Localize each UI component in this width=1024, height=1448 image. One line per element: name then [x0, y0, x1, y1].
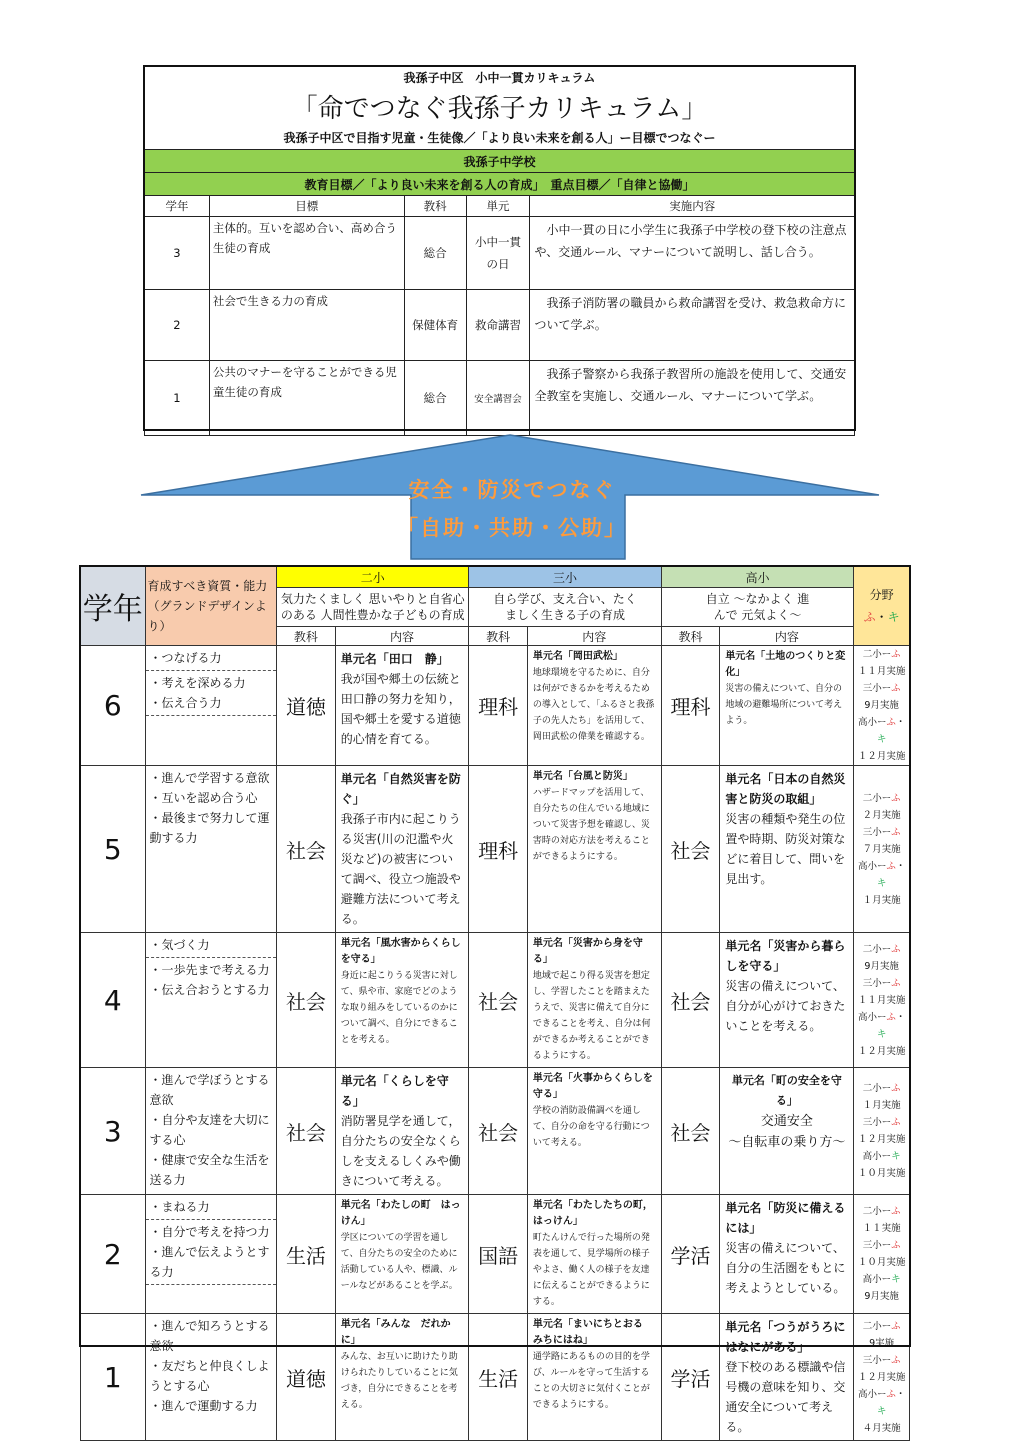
unit-name: 単元名「台風と防災」 [532, 771, 633, 782]
schedule-line: 9月実施 [864, 960, 899, 972]
grade-number: 2 [81, 1195, 146, 1314]
row-grade: 3 [145, 217, 210, 290]
schedule-line: 三小ーふ [862, 1240, 901, 1251]
table-row [145, 290, 855, 361]
subject-cell: 理科 [469, 766, 528, 933]
row-content: 我孫子警察から我孫子教習所の施設を使用して、交通安全教室を実施し、交通ルール、マナーについて学ぶ。 [530, 361, 855, 436]
schedule-line: 三小ーふ [862, 826, 901, 838]
unit-name: 単元名「岡田武松」 [532, 651, 623, 662]
content-cell [335, 933, 469, 1068]
school-niko: 二小 [277, 567, 469, 588]
schedule-line: 三小ーふ [862, 1354, 901, 1366]
schedule-line: 三小ーふ [862, 1117, 901, 1128]
unit-name: 単元名「災害から暮らしを守る」 [725, 939, 846, 973]
skill-item: ・考えを深める力 ・伝え合う力 [146, 671, 277, 716]
skills-cell [145, 766, 277, 933]
school-goal-sanko: 自ら学び、支え合い、たくましく生きる子の育成 [469, 588, 661, 627]
subject-cell: 学活 [661, 1314, 720, 1441]
skill-item: ・進んで知ろうとする意欲 ・友だちと仲良くしようとする心 ・進んで運動する力 [149, 1319, 270, 1413]
row-grade: 1 [145, 361, 210, 436]
content-cell [335, 1314, 469, 1441]
skill-item: ・進んで学習する意欲 ・互いを認め合う心 ・最後まで努力して運動する力 [149, 771, 270, 845]
subject-cell: 国語 [469, 1195, 528, 1314]
unit-description: 我孫子市内に起こりうる災害(川の氾濫や火災など)の被害について調べ、役立つ施設や避難方法について考える。 [340, 812, 461, 926]
schedule-cell [854, 1068, 910, 1195]
schedule-line: １月実施 [862, 894, 901, 906]
district-title: 我孫子中区 小中一貫カリキュラム [145, 67, 855, 88]
subheader-content: 内容 [335, 627, 469, 646]
unit-description: みんな、お互いに助けたり助けられたりしていることに気づき，自分にできることを考える。 [340, 1352, 458, 1410]
unit-description: 交通安全 ～自転車の乗り方～ [728, 1114, 846, 1150]
arrow-text-line1: 安全・防災でつなぐ [408, 478, 616, 502]
row-goal: 公共のマナーを守ることができる児童生徒の育成 [209, 361, 404, 436]
school-goal-niko: 気力たくましく 思いやりと自省心のある 人間性豊かな子どもの育成 [277, 588, 469, 627]
unit-name: 単元名「防災に備えるには」 [725, 1201, 846, 1235]
arrow-text-line2: 「自助・共助・公助」 [397, 516, 627, 540]
row-unit: 安全講習会 [466, 361, 530, 436]
schedule-line: 二小ーふ [862, 943, 901, 955]
column-headers [145, 196, 855, 217]
skill-item: ・つなげる力 [146, 646, 277, 671]
row-subject: 総合 [404, 361, 466, 436]
grade-number: 4 [81, 933, 146, 1068]
subject-cell: 生活 [469, 1314, 528, 1441]
row-unit: 小中一貫の日 [466, 217, 530, 290]
schedule-line: 二小ーふ [862, 1320, 901, 1332]
unit-description: ハザードマップを活用して、自分たちの住んでいる地域について災害予想を確認し、災害時の対応方法を考えることができるようにする。 [532, 788, 650, 862]
skills-cell [145, 1068, 277, 1195]
content-cell [720, 933, 854, 1068]
schedule-line: 高小ーふ・キ [858, 717, 906, 745]
skill-item: ・自分で考えを持つ力 ・進んで伝えようとする力 [146, 1220, 277, 1285]
skill-item: ・一歩先まで考える力 ・伝え合おうとする力 [149, 963, 270, 997]
main-title: 「命でつなぐ我孫子カリキュラム」 [145, 87, 855, 125]
unit-name: 単元名「自然災害を防ぐ」 [340, 772, 461, 806]
row-content: 小中一貫の日に小学生に我孫子中学校の登下校の注意点や、交通ルール、マナーについて説明し、話し合う。 [530, 217, 855, 290]
unit-name: 単元名「土地のつくりと変化」 [725, 651, 846, 678]
unit-description: 消防署見学を通して，自分たちの安全なくらしを支えるしくみや働きについて考える。 [340, 1114, 461, 1188]
field-header [854, 567, 910, 646]
schedule-line: １１月実施 [857, 994, 906, 1006]
schedule-line: 高小ーふ・キ [858, 1388, 906, 1417]
schedule-line: 高小ーキ [862, 1151, 901, 1162]
schedule-line: 三小ーふ [862, 683, 901, 694]
subject-cell: 社会 [469, 1068, 528, 1195]
schedule-line: 二小ーふ [862, 1206, 901, 1217]
unit-name: 単元名「火事からくらしを守る」 [532, 1073, 653, 1100]
unit-name: 単元名「日本の自然災害と防災の取組」 [725, 772, 846, 806]
subject-cell: 生活 [277, 1195, 336, 1314]
col-grade: 学年 [145, 196, 210, 217]
unit-description: 通学路にあるものの目的を学び、ルールを守って生活することの大切さに気付くことができるようにする。 [532, 1352, 650, 1410]
row-unit: 救命講習 [466, 290, 530, 361]
subheader-subject: 教科 [469, 627, 528, 646]
subheader-subject: 教科 [277, 627, 336, 646]
subject-cell: 道徳 [277, 646, 336, 766]
elementary-table [80, 566, 910, 1441]
schedule-cell [854, 766, 910, 933]
skill-item [146, 1285, 277, 1307]
schedule-line: ７月実施 [862, 843, 901, 855]
content-cell [720, 1068, 854, 1195]
schedule-cell [854, 933, 910, 1068]
subject-cell: 社会 [277, 1068, 336, 1195]
skill-item [146, 716, 277, 738]
school-sanko: 三小 [469, 567, 661, 588]
subject-cell: 理科 [661, 646, 720, 766]
unit-description: 学校の消防設備調べを通して、自分の命を守る行動について考える。 [532, 1106, 650, 1148]
unit-description: 登下校のある標識や信号機の意味を知り、交通安全について考える。 [725, 1360, 846, 1434]
col-subject: 教科 [404, 196, 466, 217]
col-goal: 目標 [209, 196, 404, 217]
unit-name: 単元名「風水害からくらしを守る」 [340, 938, 461, 965]
schedule-line: １２月実施 [857, 1371, 906, 1383]
subject-cell: 社会 [661, 766, 720, 933]
schedule-line: 9月実施 [864, 700, 899, 711]
subject-cell: 社会 [277, 933, 336, 1068]
schedule-cell [854, 1195, 910, 1314]
content-cell [527, 1068, 661, 1195]
schedule-line: １０月実施 [857, 1257, 906, 1268]
field-header-label: 分野 [869, 588, 894, 602]
row-grade: 2 [145, 290, 210, 361]
skills-header: 育成すべき資質・能力（グランドデザインより） [145, 567, 277, 646]
skills-cell [145, 1314, 277, 1441]
content-cell [527, 1195, 661, 1314]
field-header-marks: ふ・キ [863, 610, 900, 624]
school-name: 我孫子中学校 [145, 150, 855, 173]
grade-number: 5 [81, 766, 146, 933]
table-row [145, 361, 855, 436]
grade-number: 1 [81, 1314, 146, 1441]
row-goal: 主体的。互いを認め合い、高め合う生徒の育成 [209, 217, 404, 290]
skill-item: ・まねる力 [146, 1195, 277, 1220]
schedule-line: 高小ーふ・キ [858, 860, 906, 889]
skill-item: ・進んで学ぼうとする意欲 ・自分や友達を大切にする心 ・健康で安全な生活を送る力 [149, 1073, 270, 1187]
subject-cell: 学活 [661, 1195, 720, 1314]
unit-description: 災害の備えについて、自分が心がけておきたいことを考える。 [725, 979, 846, 1033]
schedule-line: 高小ーキ [862, 1274, 901, 1285]
unit-description: 災害の備えについて、自分の地域の避難場所について考えよう。 [725, 684, 843, 726]
unit-name: 単元名「わたしの町 はっけん」 [340, 1200, 461, 1227]
row-subject: 総合 [404, 217, 466, 290]
unit-description: 地球環境を守るために、自分は何ができるかを考えるための導入として、「ふるさと我孫子の先人たち」を活用して、岡田武松の偉業を確認する。 [532, 668, 655, 742]
schedule-line: １１月実施 [857, 666, 906, 677]
subject-cell: 社会 [469, 933, 528, 1068]
table-row [81, 766, 910, 933]
schedule-line: 二小ーふ [862, 649, 901, 660]
schedule-line: 高小ーふ・キ [858, 1011, 906, 1040]
grade-number: 3 [81, 1068, 146, 1195]
unit-name: 単元名「災害から身を守る」 [532, 938, 643, 965]
schedule-line: １２月実施 [857, 1045, 906, 1057]
subject-cell: 社会 [661, 933, 720, 1068]
grade-number: 6 [81, 646, 146, 766]
skills-cell [145, 933, 277, 1068]
row-content: 我孫子消防署の職員から救命講習を受け、救急救命方について学ぶ。 [530, 290, 855, 361]
col-content: 実施内容 [530, 196, 855, 217]
subject-cell: 社会 [277, 766, 336, 933]
content-cell [720, 646, 854, 766]
content-cell [720, 1314, 854, 1441]
unit-description: 災害の種類や発生の位置や時期、防災対策などに着目して、問いを見出す。 [725, 812, 846, 886]
school-goals: 教育目標／「より良い未来を創る人の育成」 重点目標／「自律と協働」 [145, 173, 855, 196]
unit-name: 単元名「くらしを守る」 [340, 1074, 449, 1108]
grade-header: 学年 [81, 567, 146, 646]
subheader-content: 内容 [527, 627, 661, 646]
unit-name: 単元名「つうがうろにはなにがある」 [725, 1320, 846, 1354]
unit-description: 町たんけんで行った場所の発表を通して、見学場所の様子やよさ、働く人の様子を友達に伝えることができるようにする。 [532, 1233, 650, 1307]
row-goal: 社会で生きる力の育成 [209, 290, 404, 361]
subject-cell: 理科 [469, 646, 528, 766]
unit-description: 学区についての学習を通して、自分たちの安全のために活動している人や、標識、ルールなどがあることを学ぶ。 [340, 1233, 458, 1291]
unit-name: 単元名「田口 静」 [340, 652, 449, 666]
unit-description: 我が国や郷土の伝統と田口静の努力を知り，国や郷土を愛する道徳的心情を育てる。 [340, 672, 461, 746]
subject-cell: 道徳 [277, 1314, 336, 1441]
skill-item: ・気づく力 [146, 933, 277, 958]
school-goal-koko: 自立 ～なかよく 進んで 元気よく～ [661, 588, 854, 627]
unit-name: 単元名「町の安全を守る」 [731, 1074, 842, 1107]
unit-name: 単元名「わたしたちの町，はっけん」 [532, 1200, 653, 1227]
table-row [81, 1314, 910, 1441]
schedule-cell [854, 1314, 910, 1441]
content-cell [335, 1068, 469, 1195]
schedule-line: ４月実施 [862, 1422, 901, 1434]
unit-description: 災害の備えについて、自分の生活圏をもとに考えようとしている。 [725, 1241, 846, 1295]
unit-description: 地域で起こり得る災害を想定し、学習したことを踏まえたうえで、災害に備えて自分にできることを考え、自分は何ができるか考えることができるようにする。 [532, 971, 651, 1061]
content-cell [720, 1195, 854, 1314]
subject-cell: 社会 [661, 1068, 720, 1195]
schedule-line: １１実施 [862, 1223, 901, 1234]
junior-high-table [144, 66, 855, 436]
unit-description: 身近に起こりうる災害に対して、県や市、家庭でどのような取り組みをしているのかについて調べ、自分にできることを考える。 [340, 971, 458, 1045]
content-cell [335, 646, 469, 766]
content-cell [527, 646, 661, 766]
content-cell [527, 766, 661, 933]
skills-cell [145, 1195, 277, 1314]
schedule-line: 9実施 [869, 1337, 895, 1349]
schedule-line: １月実施 [862, 1100, 901, 1111]
schedule-line: １２月実施 [857, 751, 906, 762]
schedule-line: ２月実施 [862, 809, 901, 821]
schedule-line: 三小ーふ [862, 977, 901, 989]
table-row [81, 933, 910, 1068]
grade-rows [81, 646, 910, 1441]
row-subject: 保健体育 [404, 290, 466, 361]
schedule-line: 二小ーふ [862, 792, 901, 804]
content-cell [527, 933, 661, 1068]
subheader-subject: 教科 [661, 627, 720, 646]
subheader-content: 内容 [720, 627, 854, 646]
content-cell [335, 1195, 469, 1314]
schedule-line: 二小ーふ [862, 1083, 901, 1094]
schedule-line: 9月実施 [864, 1291, 899, 1302]
table-row [145, 217, 855, 290]
table-row [81, 646, 910, 766]
unit-name: 単元名「みんな だれかに」 [340, 1319, 451, 1346]
content-cell [720, 766, 854, 933]
content-cell [527, 1314, 661, 1441]
school-koko: 高小 [661, 567, 854, 588]
schedule-cell [854, 646, 910, 766]
subtitle: 我孫子中区で目指す児童・生徒像／「より良い未来を創る人」ー目標でつなぐー [145, 125, 855, 150]
skills-cell [145, 646, 277, 766]
unit-name: 単元名「まいにちとおる みちにはね」 [532, 1319, 653, 1346]
content-cell [335, 766, 469, 933]
schedule-line: １２月実施 [857, 1134, 906, 1145]
table-row [81, 1068, 910, 1195]
col-unit: 単元 [466, 196, 530, 217]
schedule-line: １０月実施 [857, 1168, 906, 1179]
table-row [81, 1195, 910, 1314]
